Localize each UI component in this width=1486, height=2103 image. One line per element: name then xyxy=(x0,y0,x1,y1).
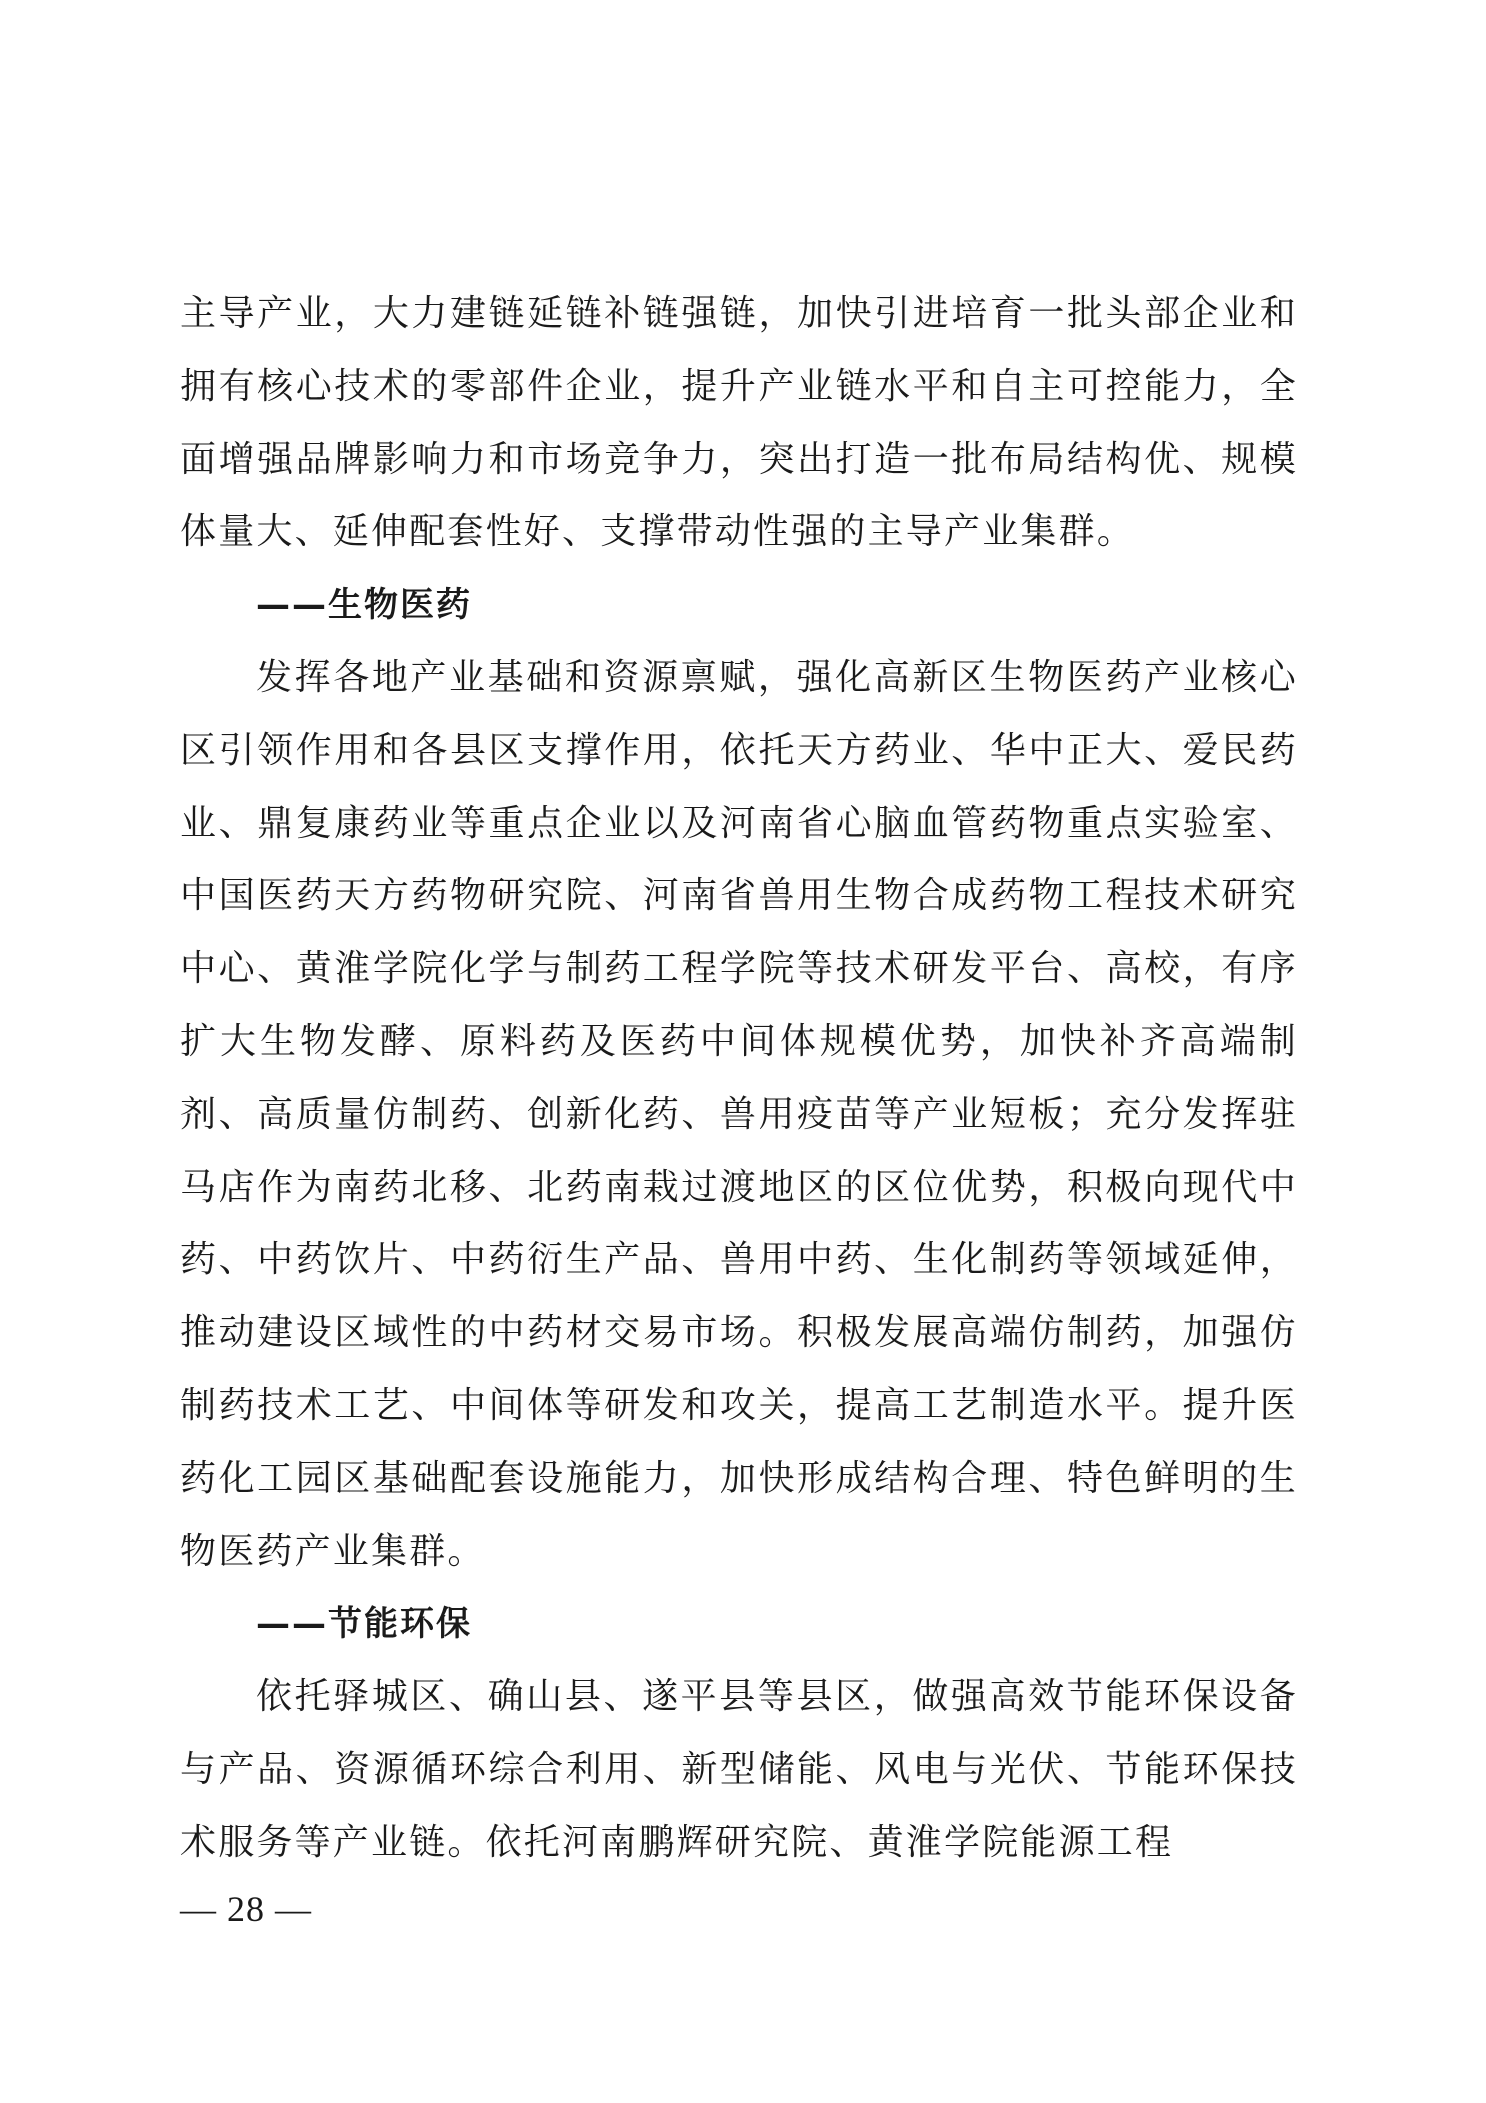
page-number: — 28 — xyxy=(180,1889,312,1929)
section-heading-biomedicine: ——生物医药 xyxy=(256,585,472,626)
paragraph-biomedicine: 发挥各地产业基础和资源禀赋，强化高新区生物医药产业核心区引领作用和各县区支撑作用，依托天方药业、华中正大、爱民药业、鼎复康药业等重点企业以及河南省心脑血管药物重点实验室、中国医药天方药物研究院、河南省兽用生物合成药物工程技术研究中心、黄淮学院化学与制药工程学院等技术研发平台、高校，有序扩大生物发酵、原料药及医药中间体规模优势，加快补齐高端制剂、高质量仿制药、创新化药、兽用疫苗等产业短板；充分发挥驻马店作为南药北移、北药南栽过渡地区的区位优势，积极向现代中药、中药饮片、中药衍生产品、兽用中药、生化制药等领域延伸，推动建设区域性的中药材交易市场。积极发展高端仿制药，加强仿制药技术工艺、中间体等研发和攻关，提高工艺制造水平。提升医药化工园区基础配套设施能力，加快形成结构合理、特色鲜明的生物医药产业集群。 xyxy=(180,656,1298,1572)
paragraph-intro: 主导产业，大力建链延链补链强链，加快引进培育一批头部企业和拥有核心技术的零部件企业，提升产业链水平和自主可控能力，全面增强品牌影响力和市场竞争力，突出打造一批布局结构优、规模体量大、延伸配套性好、支撑带动性强的主导产业集群。 xyxy=(180,293,1298,553)
paragraph-energy-saving: 依托驿城区、确山县、遂平县等县区，做强高效节能环保设备与产品、资源循环综合利用、新型储能、风电与光伏、节能环保技术服务等产业链。依托河南鹏辉研究院、黄淮学院能源工程 xyxy=(180,1676,1298,1863)
body-text xyxy=(180,278,1298,1880)
section-heading-energy-saving: ——节能环保 xyxy=(256,1604,472,1645)
